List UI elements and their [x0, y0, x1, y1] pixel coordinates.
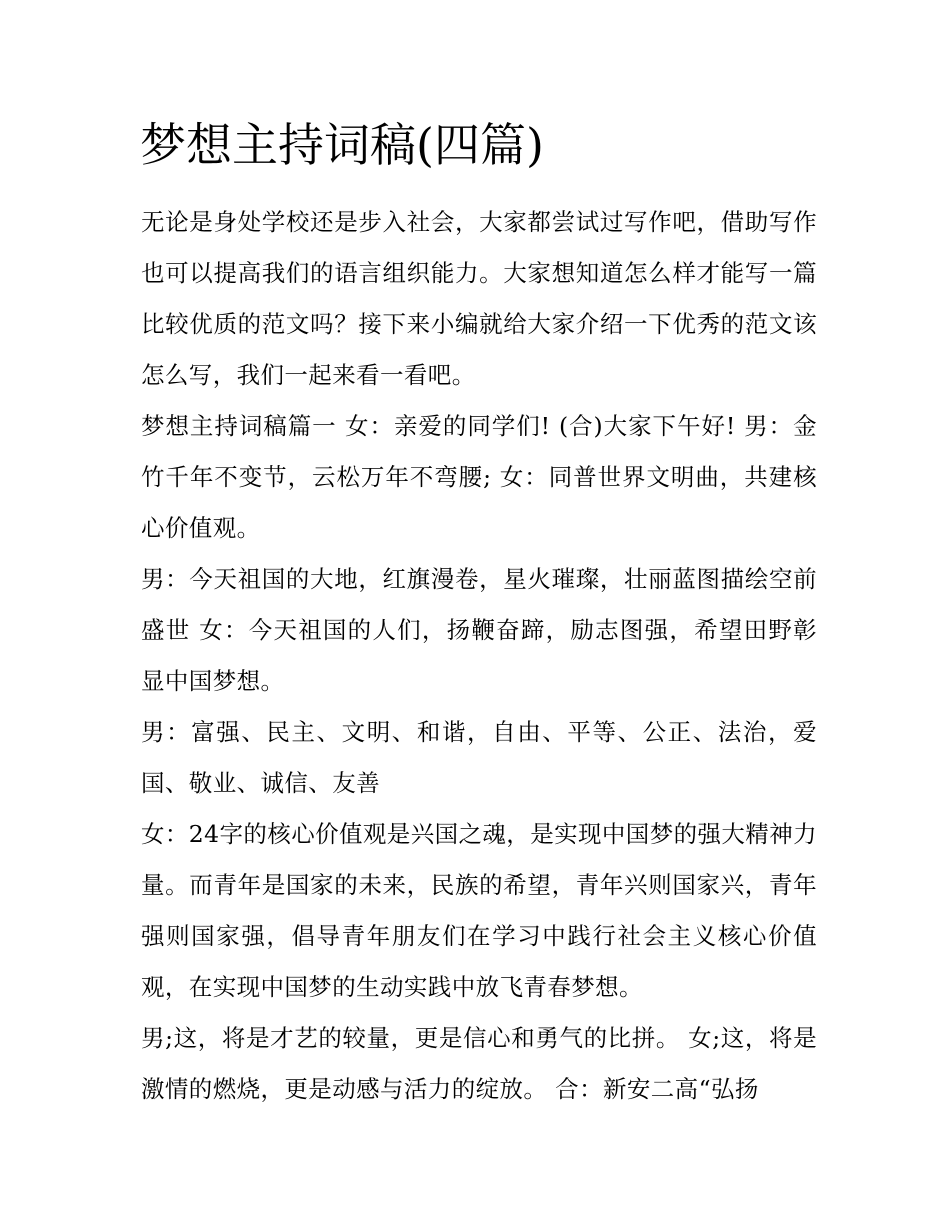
- document-body: [141, 197, 817, 1115]
- paragraph-contest: 男;这，将是才艺的较量，更是信心和勇气的比拼。 女;这，将是激情的燃烧，更是动感与活力的绽放。 合：新安二高“弘扬: [141, 1024, 817, 1103]
- paragraph-youth: 女：24字的核心价值观是兴国之魂，是实现中国梦的强大精神力量。而青年是国家的未来，民族的希望，青年兴则国家兴，青年强则国家强，倡导青年朋友们在学习中践行社会主义核心价值观，在实现中国梦的生动实践中放飞青春梦想。: [141, 820, 818, 1001]
- paragraph-opening: 梦想主持词稿篇一 女：亲爱的同学们! (合)大家下午好! 男：金竹千年不变节，云松万年不弯腰; 女：同普世界文明曲，共建核心价值观。: [141, 412, 817, 542]
- paragraph-motherland: 男：今天祖国的大地，红旗漫卷，星火璀璨，壮丽蓝图描绘空前盛世 女：今天祖国的人们，扬鞭奋蹄，励志图强，希望田野彰显中国梦想。: [141, 565, 817, 695]
- paragraph-intro: 无论是身处学校还是步入社会，大家都尝试过写作吧，借助写作也可以提高我们的语言组织能力。大家想知道怎么样才能写一篇比较优质的范文吗？接下来小编就给大家介绍一下优秀的范文该怎么写，我们一起来看一看吧。: [141, 208, 817, 389]
- document-title: 梦想主持词稿(四篇): [140, 118, 544, 172]
- paragraph-core-values: 男：富强、民主、文明、和谐，自由、平等、公正、法治，爱国、敬业、诚信、友善: [141, 718, 817, 797]
